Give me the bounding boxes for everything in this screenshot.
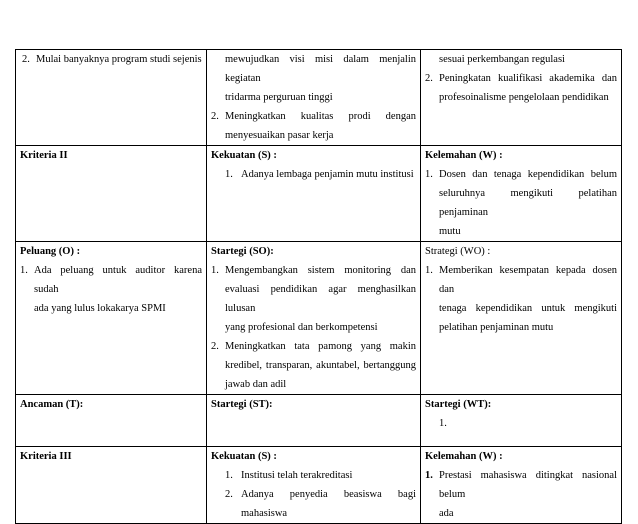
list-number: 2. xyxy=(225,489,233,500)
table-row xyxy=(16,50,622,146)
list-item-continuation: menyesuaikan pasar kerja xyxy=(225,130,334,141)
criteria-heading: Kriteria III xyxy=(20,451,72,462)
list-item-continuation: tenaga kependidikan untuk mengikuti xyxy=(439,303,617,314)
list-item-text: Adanya lembaga penjamin mutu institusi xyxy=(241,169,414,180)
list-item-text: Memberikan kesempatan kepada dosen dan xyxy=(439,265,617,295)
table-cell xyxy=(16,447,207,524)
table-row xyxy=(16,146,622,242)
list-item-continuation: mewujudkan visi misi dalam menjalin kegiatan xyxy=(225,54,416,84)
table-row xyxy=(16,242,622,395)
list-number: 1. xyxy=(211,265,219,276)
table-cell xyxy=(16,50,207,146)
table-cell xyxy=(16,395,207,447)
list-item-text: Meningkatkan tata pamong yang makin xyxy=(225,341,416,352)
table-cell xyxy=(421,447,622,524)
table-cell xyxy=(207,242,421,395)
table-cell xyxy=(207,395,421,447)
table-cell xyxy=(16,242,207,395)
list-item-text: Prestasi mahasiswa ditingkat nasional belum xyxy=(439,470,617,500)
table-cell xyxy=(421,242,622,395)
list-item-continuation: jawab dan adil xyxy=(225,379,287,390)
strengths-heading: Kekuatan (S) : xyxy=(211,150,277,161)
opportunities-heading: Peluang (O) : xyxy=(20,246,81,257)
weaknesses-heading: Kelemahan (W) : xyxy=(425,451,503,462)
list-item-text: Institusi telah terakreditasi xyxy=(241,470,353,481)
list-number: 1. xyxy=(439,418,447,429)
swot-table xyxy=(15,49,622,524)
list-number: 1. xyxy=(425,470,433,481)
list-item-continuation: seluruhnya mengikuti pelatihan penjaminan xyxy=(439,188,617,218)
list-item-continuation: sesuai perkembangan regulasi xyxy=(439,54,565,65)
list-number: 1. xyxy=(425,265,433,276)
table-cell xyxy=(16,146,207,242)
list-item-continuation: mutu xyxy=(439,226,461,237)
strengths-heading: Kekuatan (S) : xyxy=(211,451,277,462)
st-strategy-heading: Startegi (ST): xyxy=(211,399,273,410)
table-cell xyxy=(207,447,421,524)
list-item-text: Dosen dan tenaga kependidikan belum xyxy=(439,169,617,180)
list-number: 1. xyxy=(225,470,233,481)
table-cell xyxy=(421,146,622,242)
list-number: 1. xyxy=(225,169,233,180)
table-cell xyxy=(421,395,622,447)
weaknesses-heading: Kelemahan (W) : xyxy=(425,150,503,161)
table-cell xyxy=(207,50,421,146)
list-item-continuation: kredibel, transparan, akuntabel, bertanggung xyxy=(225,360,416,371)
list-item-continuation: profesoinalisme pengelolaan pendidikan xyxy=(439,92,609,103)
threats-heading: Ancaman (T): xyxy=(20,399,84,410)
list-item-continuation: ada yang lulus lokakarya SPMI xyxy=(34,303,166,314)
list-number: 2. xyxy=(211,111,219,122)
list-number: 1. xyxy=(20,265,28,276)
list-item-continuation: pelatihan penjaminan mutu xyxy=(439,322,554,333)
list-item-continuation: evaluasi pendidikan agar menghasilkan lulusan xyxy=(225,284,416,314)
wt-strategy-heading: Startegi (WT): xyxy=(425,399,492,410)
criteria-heading: Kriteria II xyxy=(20,150,68,161)
list-number: 2. xyxy=(425,73,433,84)
list-item-text: Mengembangkan sistem monitoring dan xyxy=(225,265,416,276)
list-item-text: Peningkatan kualifikasi akademika dan xyxy=(439,73,617,84)
list-item-text: Adanya penyedia beasiswa bagi mahasiswa xyxy=(241,489,416,519)
table-cell xyxy=(207,146,421,242)
list-item-continuation: tridarma perguruan tinggi xyxy=(225,92,333,103)
table-row xyxy=(16,395,622,447)
list-item-continuation: yang profesional dan berkompetensi xyxy=(225,322,378,333)
so-strategy-heading: Startegi (SO): xyxy=(211,246,274,257)
list-number: 2. xyxy=(211,341,219,352)
table-row xyxy=(16,447,622,524)
list-item-text: Meningkatkan kualitas prodi dengan xyxy=(225,111,416,122)
wo-strategy-heading: Strategi (WO) : xyxy=(425,246,491,257)
list-item-continuation: ada xyxy=(439,508,454,519)
list-number: 2. xyxy=(22,54,30,65)
list-item-text: Ada peluang untuk auditor karena sudah xyxy=(34,265,202,295)
table-cell xyxy=(421,50,622,146)
list-item-text: Mulai banyaknya program studi sejenis xyxy=(36,54,202,65)
list-number: 1. xyxy=(425,169,433,180)
